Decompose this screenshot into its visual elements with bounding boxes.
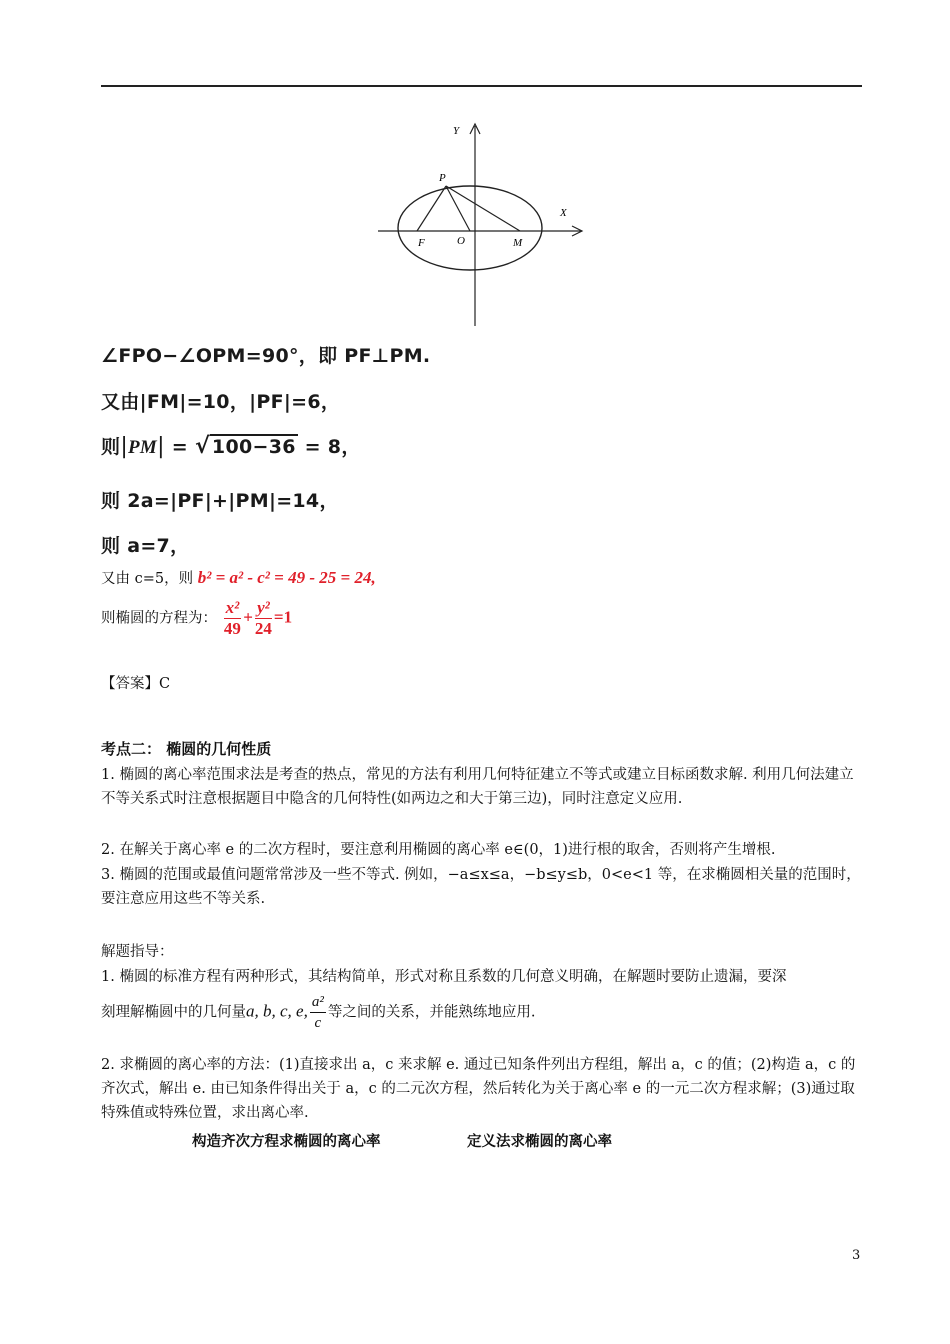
guide-a2-over-c (310, 992, 326, 1033)
ellipse-diagram-svg (370, 118, 590, 330)
x-axis-label: X (560, 207, 567, 219)
solution-line-6 (101, 567, 376, 588)
guide-para-1a: 1. 椭圆的标准方程有两种形式，其结构简单，形式对称且系数的几何意义明确，在解题时要防止遗漏，要深 (101, 969, 787, 985)
guide-frac-den: c (314, 1015, 322, 1031)
point-o-label: O (457, 235, 465, 247)
solution-line-5: 则 a=7， (101, 535, 190, 557)
line7-prefix: 则椭圆的方程为： (101, 610, 217, 627)
plus-sign: + (243, 607, 253, 627)
equals-one: =1 (273, 607, 293, 627)
line3-eq: = (171, 436, 189, 458)
line3-result: = 8， (304, 436, 361, 458)
guide-frac-num: a² (310, 992, 326, 1013)
section-para-3: 3. 椭圆的范围或最值问题常常涉及一些不等式. 例如，−a≤x≤a，−b≤y≤b，0<e<1 等，在求椭圆相关量的范围时，要注意应用这些不等关系. (101, 867, 861, 907)
solution-line-7 (101, 598, 292, 639)
guide-subtitle-2: 定义法求椭圆的离心率 (467, 1134, 612, 1150)
guide-para-1b (101, 992, 535, 1033)
y-frac-num: y² (255, 598, 272, 619)
section-heading: 考点二： 椭圆的几何性质 (101, 740, 272, 758)
line6-prefix: 又由 c=5，则 (101, 571, 194, 587)
guide-subtitle-1: 构造齐次方程求椭圆的离心率 (192, 1134, 381, 1150)
y-frac-den: 24 (254, 619, 272, 638)
guide-p1c-text: 等之间的关系，并能熟练地应用. (327, 1004, 536, 1021)
ellipse-diagram (370, 118, 590, 330)
y-axis-label: Y (453, 125, 460, 137)
header-rule (101, 85, 862, 87)
section-para-1: 1. 椭圆的离心率范围求法是考查的热点，常见的方法有利用几何特征建立不等式或建立目标函数求解. 利用几何法建立不等关系式时注意根据题目中隐含的几何特性(如两边之和大于第三边)，同时注意定义应用. (101, 767, 854, 807)
solution-line-2: 又由|FM|=10，|PF|=6， (101, 391, 341, 413)
line3-pm: PM (128, 437, 158, 458)
section-para-2: 2. 在解关于离心率 e 的二次方程时，要注意利用椭圆的离心率 e∈(0，1)进行根的取舍，否则将产生增根. (101, 842, 776, 858)
guide-title: 解题指导： (101, 944, 174, 960)
line6-math: b² = a² - c² = 49 - 25 = 24, (197, 568, 376, 587)
guide-p1-vars: a, b, c, e, (246, 1001, 308, 1021)
x-fraction (224, 598, 242, 639)
guide-para-2: 2. 求椭圆的离心率的方法：(1)直接求出 a，c 来求解 e. 通过已知条件列出方程组，解出 a，c 的值；(2)构造 a，c 的齐次式，解出 e. 由已知条件得出关于 a，c 的二元次方程，然后转化为关于离心率 e 的一元二次方程求解；(3)通过取特殊值或特殊位置，求出离心率. (101, 1057, 856, 1121)
x-frac-den: 49 (223, 619, 241, 638)
solution-line-4: 则 2a=|PF|+|PM|=14， (101, 490, 339, 512)
point-p-label: P (439, 172, 446, 184)
guide-p1b-text: 刻理解椭圆中的几何量 (101, 1004, 246, 1021)
line3-prefix: 则 (101, 436, 121, 458)
x-frac-num: x² (225, 598, 240, 617)
line3-sqrt: 100−36 (211, 436, 296, 458)
point-f-label: F (418, 237, 425, 249)
solution-line-3: 则|PM| = √ 100−36 = 8， (101, 434, 361, 459)
solution-line-1: ∠FPO−∠OPM=90°，即 PF⊥PM. (101, 345, 431, 367)
point-m-label: M (513, 237, 523, 249)
y-fraction (255, 598, 272, 639)
answer-line: 【答案】C (101, 676, 171, 692)
page-number: 3 (852, 1248, 861, 1263)
